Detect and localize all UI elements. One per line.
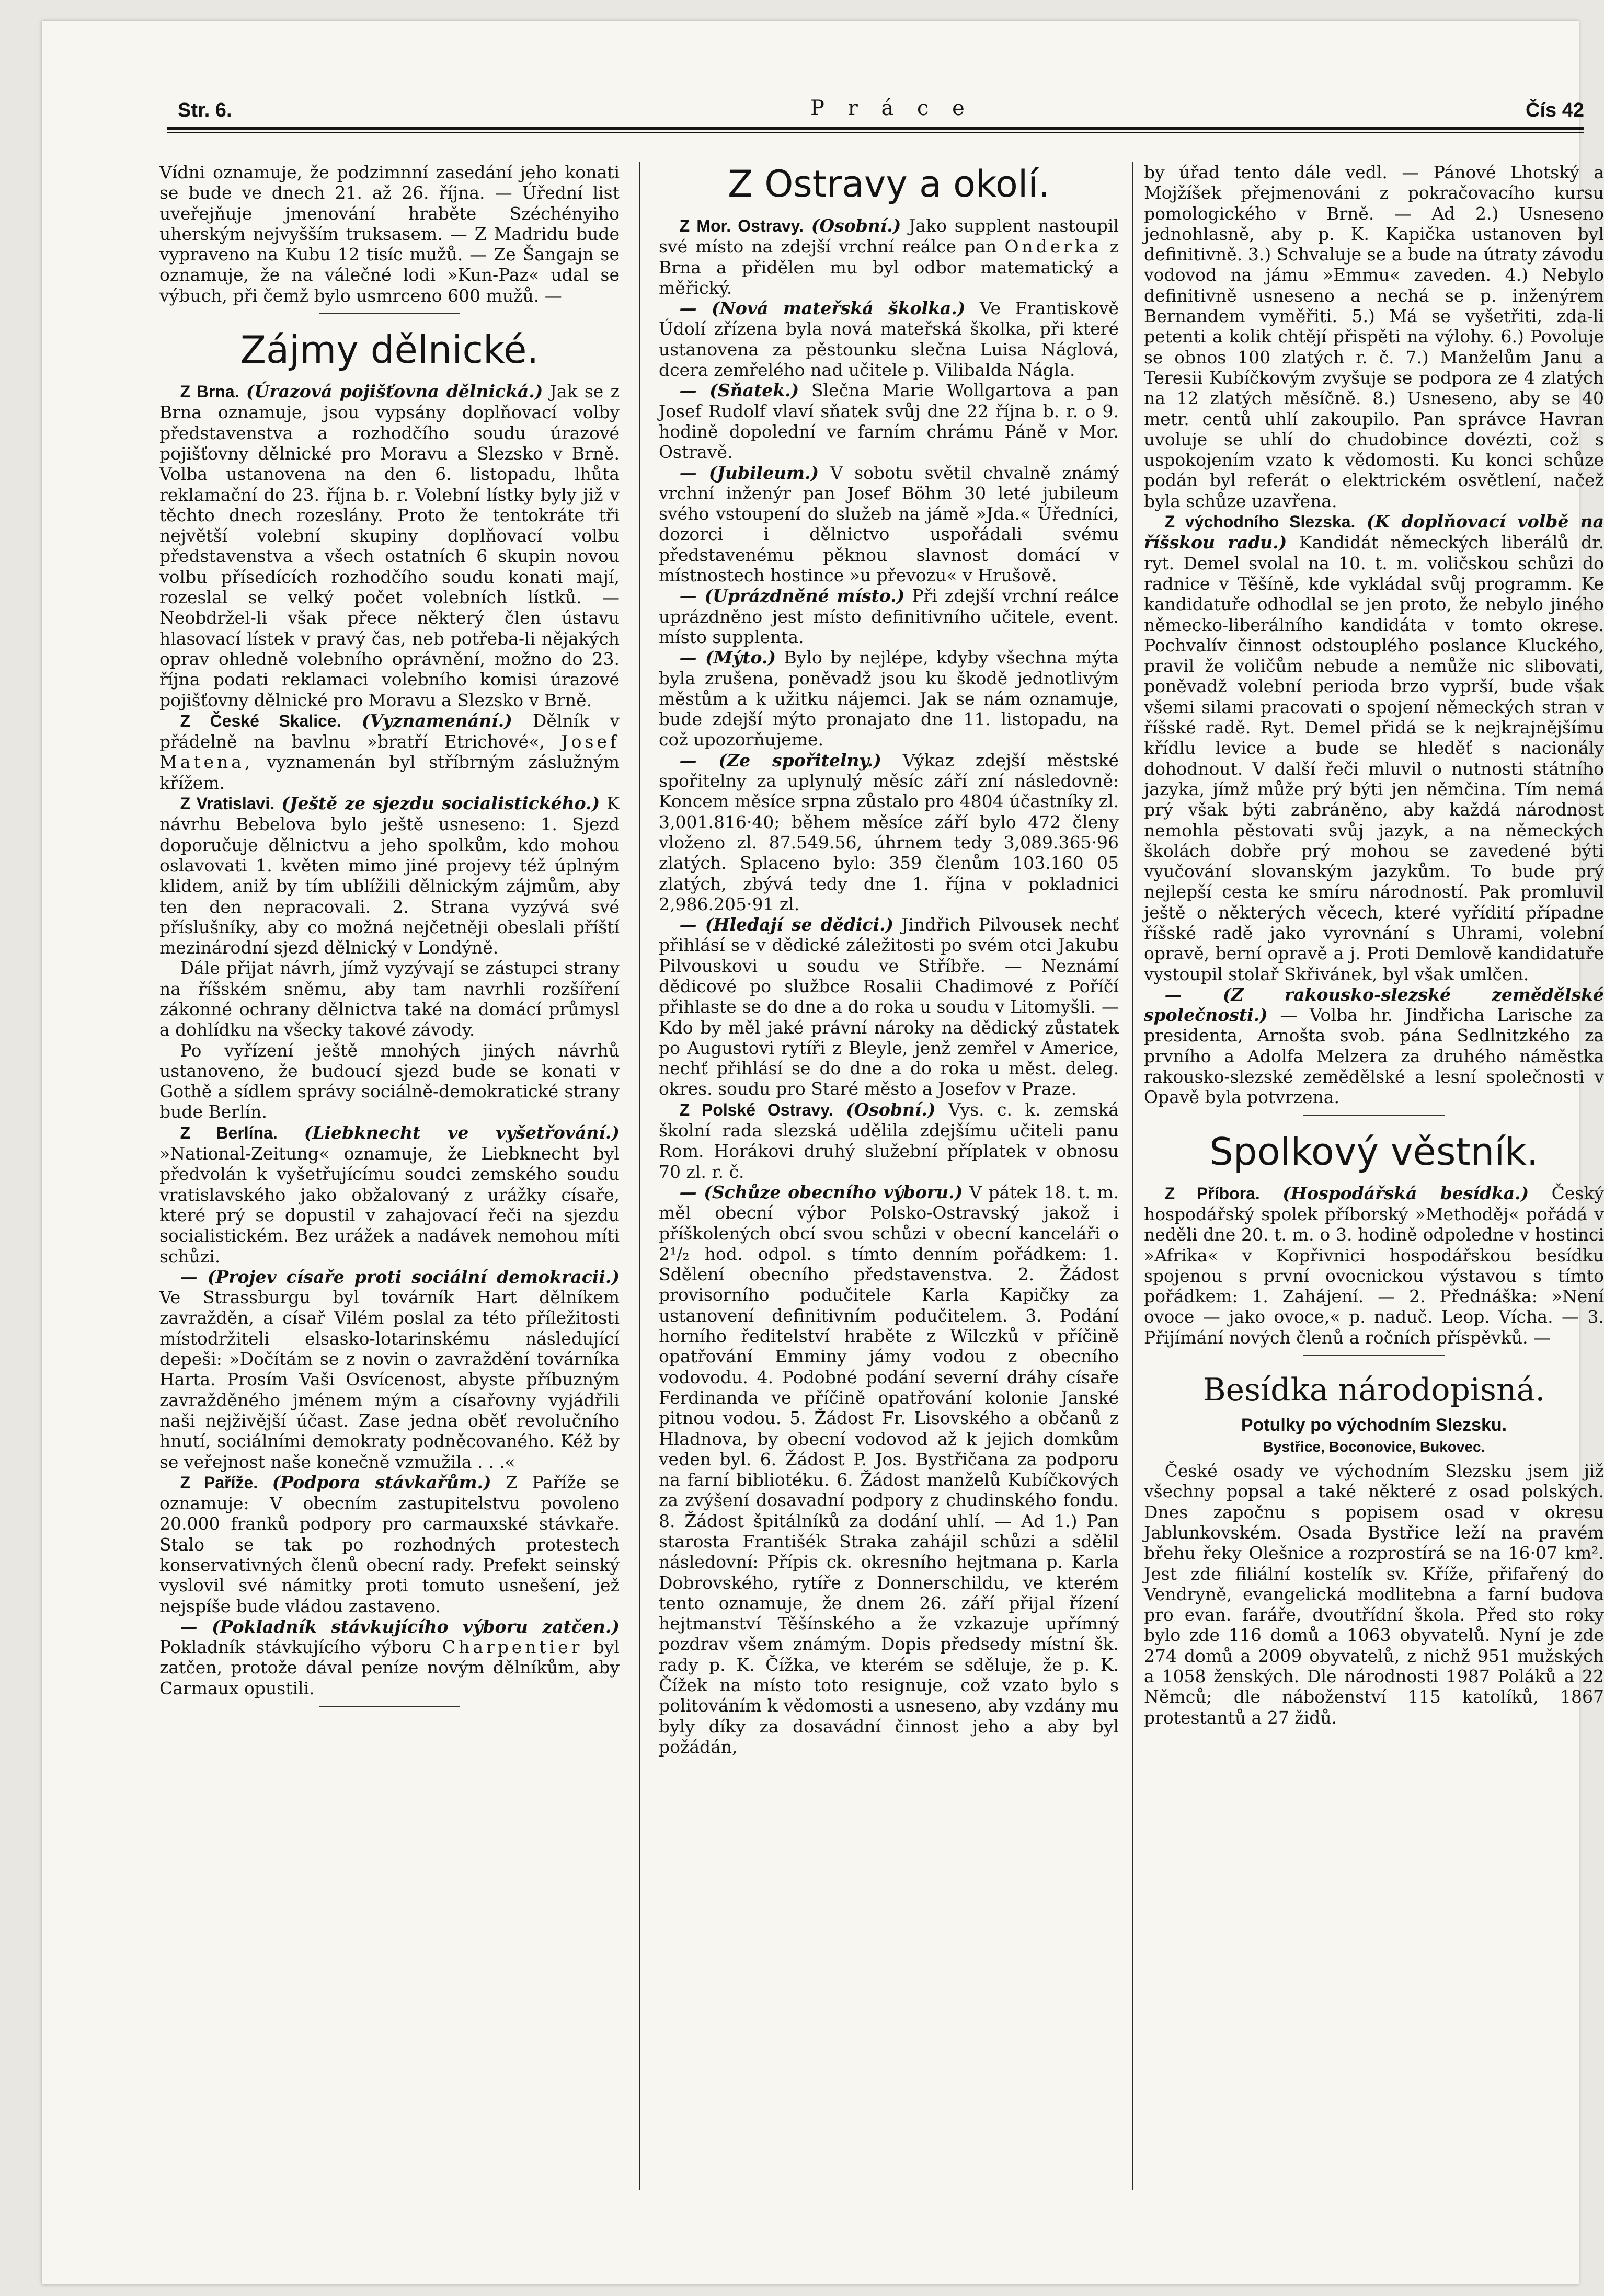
article-skalice: Z České Skalice. (Vyznamenání.) Dělník v přádelně na bavlnu »bratří Etrichové«, Josef Matena, vyznamenán byl stříbrným záslužným křížem.	[159, 710, 620, 793]
column-2	[659, 162, 1119, 2232]
article-polska-ostrava: Z Polské Ostravy. (Osobní.) Vys. c. k. zemská školní rada slezská udělila zdejšímu učiteli panu Rom. Horákovi druhý služební příplatek v obnosu 70 zl. r. č.	[659, 1099, 1119, 1182]
separator	[1303, 1115, 1445, 1116]
article-pariz: Z Paříže. (Podpora stávkařům.) Z Paříže se oznamuje: V obecním zastupitelstvu povoleno 20.000 franků podpory pro carmauxské stávkaře. Stalo se tak po rozhodných protestech konservativných členů obecní rady. Prefekt seinský vyslovil své námitky proti tomuto usnešení, jež nejspíše bude vládou zastaveno.	[159, 1472, 620, 1616]
article-vychodni-slezsko: Z východního Slezska. (K doplňovací volbě na říšskou radu.) Kandidát německých liberálů dr. ryt. Demel svolal na 10. t. m. voličskou schůzi do radnice v Těšíně, kde vykládal svůj programm. Ke kandidatuře odhodlal se jen proto, že nebylo jiného německo-liberálního kandidáta v tomto okrese. Pochvalív činnost odstouplého poslance Kluckého, pravil že voličům nebude a nemůže nic slibovati, poněvadž volební perioda brzo vyprší, bude však všemi silami pracovati o spojení německých stran v říšské radě. Ryt. Demel přidá se k nejkrajnějšímu křídlu levice a bude se hleděť s nacionály dohodnout. V další řeči mluvil o nutnosti státního jazyka, jímž může prý býti jen němčina. Tím nemá prý však býti zabráněno, aby každá národnost nemohla pěstovati svůj jazyk, a na německých školách dobře prý mohou se zavedené býti vyučování slovanským jazykům. To bude prý nejlepší cesta ke smíru národností. Pak promluvil ještě o některých věcech, které vyřídití případne říšské radě jako vyrovnání s Uhrami, volební opravě, berní opravě a j. Proti Demlově kandidatuře vystoupil stolař Skřivánek, byl však umlčen.	[1144, 511, 1604, 984]
article-vratislav: Z Vratislavi. (Ještě ze sjezdu socialistického.) K návrhu Bebelova bylo ještě usneseno: 1. Sjezd doporučuje dělnictvu a jeho spolkům, kdo mohou oslavovati 1. květen mimo jiné projevy též úplným klidem, aniž by tím ublížili dělnickým zájmům, aby ten den nepracovali. 2. Strana vyzývá své příslušníky, aby co možná nejčetněji obeslali příští mezinárodní sjezd dělnický v Londýně.	[159, 793, 620, 958]
article-vratislav-2: Dále přijat návrh, jímž vyzývají se zástupci strany na říšském sněmu, aby tam navrhli rozšíření zákonné ochrany dělnictva také na domácí průmysl a dohlídku na všecky takové závody.	[159, 958, 620, 1040]
article-projev: — (Projev císaře proti sociální demokracii.) Ve Strassburgu byl továrník Hart dělníkem zavražděn, a císař Vilém poslal za této příležitosti místodržiteli elsasko-lotarinskému následující depeši: »Dočítám se z novin o zavraždění továrníka Harta. Prosím Vaši Osvícenost, abyste příbuzným zavražděného jménem mým a císařovny vyjádřili naši nejživější účast. Zase jedna oběť revolučního hnutí, sociálními demokraty podněcovaného. Kéž by se veřejnost naše konečně vzmužila . . .«	[159, 1266, 620, 1472]
column-divider-2	[1132, 162, 1133, 2190]
article-uprazdnene: — (Uprázdněné místo.) Při zdejší vrchní reálce uprázdněno jest místo definitivního učitele, event. místo supplenta.	[659, 586, 1119, 647]
separator	[1303, 1355, 1445, 1356]
section-heading-spolkovy: Spolkový věstník.	[1209, 1129, 1539, 1174]
page-number: Str. 6.	[178, 99, 232, 121]
besidka-places: Bystřice, Boconovice, Bukovec.	[1263, 1439, 1485, 1455]
article-berlin: Z Berlína. (Liebknecht ve vyšetřování.) »National-Zeitung« oznamuje, že Liebknecht byl předvolán k vyšetřujícímu soudci zemského soudu vratislavského jako obžalovaný z urážky císaře, které prý se dopustil v zahajovací řeči na sjezdu socialistickém. Bez urážek a nadávek nemohou míti schůzi.	[159, 1122, 620, 1267]
article-schuze-continued: by úřad tento dále vedl. — Pánové Lhotský a Mojžíšek přejmenováni z pokračovacího kursu pomologického v Brně. — Ad 2.) Usneseno jednohlasně, aby p. K. Kapička ustanoven byl definitivně. 3.) Schvaluje se a bude na útraty závodu vodovod na jámu »Emmu« zaveden. 4.) Nebylo definitivně usneseno a nechá se p. inženýrem Bernandem vyměřiti. 5.) Má se vyšetřiti, zda-li petenti a kolik chtějí přispěti na výlohy. 6.) Povoluje se obnos 100 zlatých r. č. 7.) Manželům Janu a Teresii Kubíčkovým zvyšuje se podpora ze 4 zlatých na 12 zlatých měsíčně. 8.) Usneseno, aby se 40 metr. centů uhlí zakoupilo. Pan správce Havran uvoluje se uhlí do chudobince dovézti, což s uspokojením vzato k vědomosti. Ku konci schůze podán byl referát o elektrickém osvětlení, načež byla schůze uzavřena.	[1144, 162, 1604, 511]
separator	[319, 1706, 460, 1707]
article-brno: Z Brna. (Úrazová pojišťovna dělnická.) Jak se z Brna oznamuje, jsou vypsány doplňovací volby představenstva a rozhodčího soudu úrazové pojišťovny dělnické pro Moravu a Slezsko v Brně. Volba ustanovena na den 6. listopadu, lhůta reklamační do 23. října b. r. Volební lístky byly již v těchto dnech rozeslány. Proto že tentokráte tři největší volební skupiny doplňovací volbu představenstva a všech ostatních 6 skupin novou volbu přísedících rozhodčího soudu konati mají, rozeslal se velký počet volebních lístků. — Neobdržel-li však přece některý člen ústavu hlasovací lístek v pravý čas, neb potřeba-li nějakých oprav ohledně volebního oprávnění, možno do 23. října podati reklamaci volebního komisi úrazové pojišťovny dělnické pro Moravu a Slezsko v Brně.	[159, 381, 620, 710]
page-header	[115, 89, 1584, 131]
article-skolka: — (Nová mateřská školka.) Ve Frantiskově Údolí zřízena byla nová mateřská školka, při které ustanovena za pěstounku slečna Luisa Náglová, dcera zemřelého nad učitele p. Vilibalda Nágla.	[659, 298, 1119, 381]
newspaper-page	[42, 21, 1604, 2284]
separator	[319, 313, 460, 314]
article-besidka: České osady ve východním Slezsku jsem již všechny popsal a také některé z osad polských. Dnes započnu s popisem osad v okresu Jablunkovském. Osada Bystřice leží na pravém břehu řeky Olešnice a rozprostírá se na 16·07 km². Jest zde filiální kostelík sv. Kříže, přifařený do Vendryně, evangelická modlitebna a farní budova pro evan. faráře, dvoutřídní škola. Před sto roky bylo zde 116 domů a 1063 obyvatelů. Nyní je zde 274 domů a 2009 obyvatelů, z nichž 951 mužských a 1058 ženských. Dle národnosti 1987 Poláků a 22 Němců; dle náboženství 115 katolíků, 1867 protestantů a 27 židů.	[1144, 1461, 1604, 1728]
article-zemedelska: — (Z rakousko-slezské zemědělské společnosti.) — Volba hr. Jindřicha Larische za presidenta, Arnošta svob. pána Sedlnitzkého za prvního a Adolfa Melzera za druhého náměstka rakousko-slezské zemědělské a lesní společnosti v Opavě byla potvrzena.	[1144, 984, 1604, 1108]
column-3	[1144, 162, 1604, 2232]
article-mor-ostrava: Z Mor. Ostravy. (Osobní.) Jako supplent nastoupil své místo na zdejší vrchní reálce pan Onderka z Brna a přidělen mu byl odbor matematický a měřický.	[659, 215, 1119, 298]
article-sporitelna: — (Ze spořitelny.) Výkaz zdejší městské spořitelny za uplynulý měsíc září zní následovně: Koncem měsíce srpna zůstalo pro 4804 účastníky zl. 3,001.816·40; během měsíce září bylo 472 členy vloženo zl. 87.549.56, úhrnem tedy 3,089.365·96 zlatých. Splaceno bylo: 359 členům 103.160 05 zlatých, zbývá tedy dne 1. října v pokladnici 2,986.205·91 zl.	[659, 750, 1119, 914]
article-snatek: — (Sňatek.) Slečna Marie Wollgartova a pan Josef Rudolf vlaví sňatek svůj dne 22 října b. r. o 9. hodině dopolední ve farním chrámu Páně v Mor. Ostravě.	[659, 380, 1119, 463]
section-heading-ostrava: Z Ostravy a okolí.	[728, 163, 1050, 205]
besidka-subheading: Potulky po východním Slezsku.	[1241, 1415, 1507, 1436]
section-heading-zajmy: Zájmy dělnické.	[240, 328, 539, 372]
article-schuze: — (Schůze obecního výboru.) V pátek 18. t. m. měl obecní výbor Polsko-Ostravský jakož i příškolených obcí svou schůzi v obecní kanceláři o 2¹/₂ hod. odpol. s tímto denním pořádkem: 1. Sdělení obecního představenstva. 2. Žádost provisorního podučitele Karla Kapičky za ustanovení definitivním podučitelem. 3. Podání horního ředitelství hraběte z Wilczků v příčině opatřování Emminy jámy vodou z obecního vodovodu. 4. Podobné podání severní dráhy císaře Ferdinanda ve příčině opatřování kolonie Janské pitnou vodou. 5. Žádost Fr. Lisovského a občanů z Hladnova, by obecní vodovod až k jejich domkům veden byl. 6. Žádost P. Jos. Bystřičana za podporu na farní bibliotéku. 6. Žádost manželů Kubíčkových za zvýšení dosavadní podpory z chudinského fondu. 8. Žádost špitálníků za dodání uhlí. — Ad 1.) Pan starosta Františék Straka zahájil schůzi a sdělil následovní: Přípis ck. okresního hejtmana p. Karla Dobrovského, rytíře z Donnerschildu, ve kterém tento oznamuje, že dnem 26. září přijal řízení hejtmanství Těšínského a že vzkazuje upřímný pozdrav všem známým. Dopis předsedy místní šk. rady p. K. Čížka, ve kterém se sděluje, že p. K. Čížek na místo toto resignuje, což vzato bylo s politováním k vědomosti a usneseno, aby vzdány mu byly díky za dosavádní činnost jeho a aby byl požádán,	[659, 1181, 1119, 1757]
article-jubileum: — (Jubileum.) V sobotu světil chvalně známý vrchní inženýr pan Josef Böhm 30 leté jubileum svého vstoupení do služeb na jámě »Jda.« Úředníci, dozorci i dělnictvo uspořádali svému představenému pěknou slavnost domácí v místnostech hostince »u převozu« v Hrušově.	[659, 462, 1119, 586]
article-myto: — (Mýto.) Bylo by nejlépe, kdyby všechna mýta byla zrušena, poněvadž jsou ku škodě jednotlivým městům a k užitku nájemci. Jak se nám oznamuje, bude zdejší mýto pronajato dne 11. listopadu, na což upozorňujeme.	[659, 647, 1119, 750]
header-rule	[167, 127, 1584, 130]
column-1	[159, 162, 620, 2232]
header-rule-thin	[167, 132, 1584, 133]
issue-number: Čís 42	[1526, 99, 1584, 121]
intro-paragraph: Vídni oznamuje, že podzimnní zasedání jeho konati se bude ve dnech 21. až 26. října. — Úřední list uveřejňuje jmenování hraběte Széchényiho uherským nejvyšším truksasem. — Z Madridu bude vypraveno na Kubu 12 tisíc mužů. — Ze Šangajn se oznamuje, že na válečné lodi »Kun-Paz« udal se výbuch, při čemž bylo usmrceno 600 mužů. —	[159, 162, 620, 306]
article-pokladnik: — (Pokladník stávkujícího výboru zatčen.) Pokladník stávkujícího výboru Charpentier byl zatčen, protože dával peníze novým dělníkům, aby Carmaux opustili.	[159, 1616, 620, 1698]
section-heading-besidka: Besídka národopisná.	[1202, 1372, 1545, 1409]
article-dedici: — (Hledají se dědici.) Jindřich Pilvousek nechť přihlásí se v dědické záležitosti po svém otci Jakubu Pilvouskovi u soudu ve Stříbře. — Neznámí dědicové po službce Rosalii Chadimové z Poříčí přihlaste se do dne a do roka u soudu v Litomyšli. — Kdo by měl jaké právní nároky na dědický zůstatek po Augustovi rytíři z Bleyle, jenž zemřel v Americe, nechť přihlásí se do dne a do roka u měst. deleg. okres. soudu pro Staré město a Josefov v Praze.	[659, 914, 1119, 1099]
newspaper-title: P r á c e	[810, 96, 973, 120]
article-vratislav-3: Po vyřízení ještě mnohých jiných návrhů ustanoveno, že budoucí sjezd bude se konati v Gothě a sídlem správy sociálně-demokratické strany bude Berlín.	[159, 1040, 620, 1122]
article-pribor: Z Příbora. (Hospodářská besídka.) Český hospodářský spolek příborský »Methoděj« pořádá v neděli dne 20. t. m. o 3. hodině odpoledne v hostinci »Afrika« v Kopřivnici hospodářskou besídku spojenou s první ovocnickou výstavou s tímto pořádkem: 1. Zahájení. — 2. Přednáška: »Není ovoce — jako ovoce,« p. naduč. Leop. Vícha. — 3. Přijímání nových členů a ročních příspěvků. —	[1144, 1183, 1604, 1348]
column-divider-1	[639, 162, 640, 2190]
